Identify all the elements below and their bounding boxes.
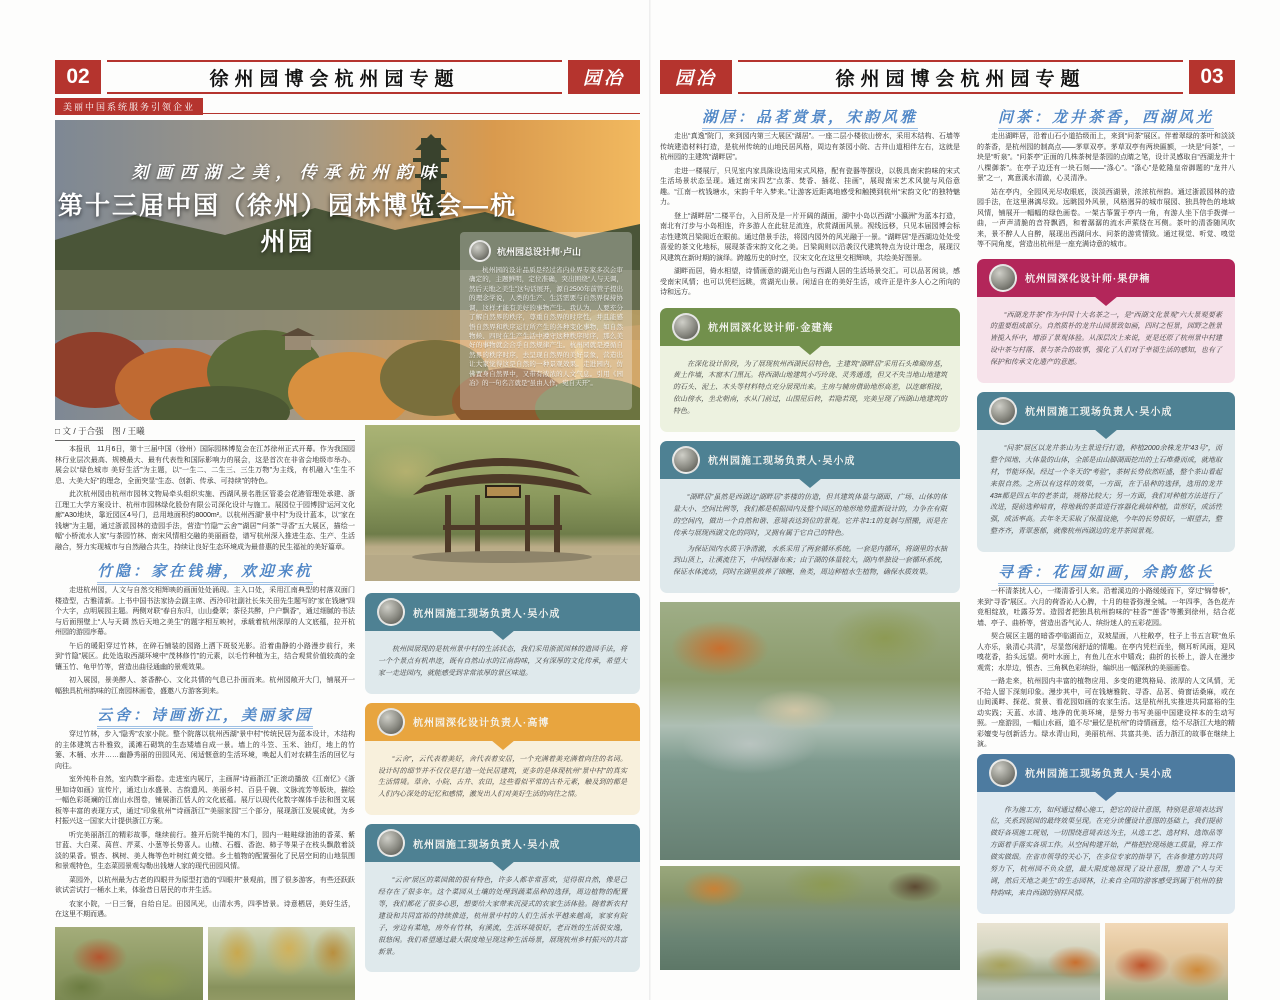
hero-title: 第十三届中国（徐州）园林博览会—杭州园	[57, 192, 517, 256]
quote-text: “云舍”展区的菜园做的很有特色，许多人都非常喜欢，觉得很自然，像是已经存在了很多年。这个菜园从土壤的处理到蔬菜品种的选择，周边植物的配置等，我们都花了很多心思，想要给大家带来沉浸式的农家生活体验。随着新农村建设和共同富裕的持续推进，杭州景中村的人们生活水平越来越高，家家有院子，旁边有菜地，房外有竹林，有溪流，生活环境很好，老百姓的生活很安逸，很悠闲。我们希望通过最大限度地呈现这种生活场景，展现杭州乡村振兴的共富新景。	[378, 877, 627, 956]
pointer-notch	[798, 345, 822, 355]
quote-header	[977, 754, 1235, 792]
quote-speaker: 杭州园深化设计师·金建海	[708, 323, 834, 334]
quote-text: “西湖龙井茶”作为中国十大名茶之一，是“西湖文化景观”六大景观要素的重要组成部分。自然质朴的龙井山园景致如画，四时之恒景，园野之胜景皆揽入怀中，增添了景观体验。从深层次上来说，更是还原了杭州景中村建设中茶与村落、景与茶合的故事，强化了人们对于幸福生活的感知，也有了保护和传承文化遗产的意愿。	[990, 311, 1222, 367]
paragraph: 听完美丽浙江的精彩故事，继续前行。推开后院半掩的木门，园内一畦畦绿油油的香菜、紫甘蓝、大白菜、莴苣、芹菜、小葱等长势喜人。山楂、石榴、香泡、柿子等果子在枝头飘散着淡淡的果香。银杏、枫树、美人梅等色叶树红黄交错。乡土植物的配置强化了民居空间的山地氛围和景观特色，生态菜园景观勾勒出钱塘人家的现代田园风情。	[55, 831, 355, 870]
quote-box	[365, 593, 640, 694]
section-heading-wencha: 问茶：龙井茶香，西湖风光	[977, 106, 1235, 127]
photo-garden-visitors	[208, 927, 356, 1000]
avatar	[377, 708, 405, 736]
quote-box	[365, 824, 640, 972]
avatar	[989, 759, 1017, 787]
tagline: 美丽中国系统服务引领企业	[55, 98, 203, 115]
quote-text: 杭州园展现的是杭州景中村的生活状态，我们采用浙派园林的造园手法，将一个个景点有机串连，既有自然山水的江南韵味，又有深厚的文化传承，希望大家一走进园内，就能感受到非常浓厚的景区味道。	[378, 646, 627, 677]
page-number: 02	[55, 60, 101, 94]
quote-speaker: 杭州园总设计师·卢山	[497, 246, 581, 257]
avatar	[377, 829, 405, 857]
paragraph: 初入展园，景美醉人、茶香醉心、文化共情的气息已扑面而来。杭州园敞开大门，铺展开一幅独具杭州韵味的江南园林画卷，盛邀八方游客到来。	[55, 677, 355, 695]
page-fold-divider	[649, 0, 651, 1000]
paragraph: 契合展区主题的暗香亭临湖而立，双坡屋面，八柱敞亭，柱子上书五言联“鱼乐人亦乐，泉清心共清”，尽显悠闲舒适的情趣。在亭内凭栏而坐，侧耳听风雨，迎风嗅花香，抬头远望。荷叶水面上，有鱼儿在水中嬉戏；曲折的长桥上，游人在漫步观赏；水岸边，银杏、三角枫色彩缤纷，编织出一幅深秋的美丽画卷。	[977, 633, 1235, 672]
avatar	[989, 397, 1017, 425]
quote-speaker: 杭州园深化设计负责人·高博	[413, 718, 550, 730]
left-quote-column	[365, 425, 640, 1000]
quote-header	[977, 259, 1235, 297]
avatar	[377, 598, 405, 626]
photo-autumn-lake-2	[1105, 923, 1228, 1000]
avatar	[469, 240, 491, 262]
quote-speaker: 杭州园施工现场负责人·吴小成	[413, 839, 561, 851]
section-heading-yunshe: 云舍：诗画浙江，美丽家园	[55, 704, 355, 725]
paragraph: 走出湖畔居，沿着山石小道拾级而上，来到“问茶”展区。伴着翠绿的茶叶和淡淡的茶香，是杭州园的制高点——茅草双亭。茅草双亭有两块匾额，一块是“问茶”，一块是“听泉”。“问茶亭”正面的几株茶树是茶园的点睛之笔，设计灵感取自“西湖龙井十八棵御茶”。在亭子边还有一块石刻——“涤心”。“涤心”是乾隆皇帝御题的“龙井八景”之一，寓意溪水清澈，心灵清净。	[977, 133, 1235, 182]
masthead-right	[660, 60, 1235, 94]
section-heading-zhuyin: 竹隐：家在钱塘，欢迎来杭	[55, 560, 355, 581]
quote-text: 作为施工方，如何通过精心施工，把它的设计意图，特别是意境表达到位，关系到展园的最终效果呈现。在充分读懂设计意图的基础上，我们提前做好各项施工规划，一切围绕意境表达为主，从选工艺、选材料、选饰品等方面着手落实各项工作。从空间构建开始，严格把控现场施工质量，将工作做实做细。在省市领导的关心下，在多位专家的指导下，在各参建方的共同努力下，杭州园不负众望，最大限度地展现了设计意图，塑造了“人与天调，然后天地之美生”的生态园林，让来自全国的游客感受到属于杭州的独特韵味，来自西湖的别样风情。	[990, 806, 1222, 897]
page-number: 03	[1189, 60, 1235, 94]
page-02	[55, 60, 640, 1000]
quote-text: “云舍”，云代表着美好，舍代表着安居，一个充满着美充满着向往的名词。设计时的细节并不仅仅是打造一处民居建筑，更多的是体现杭州“景中村”的真实生活情境。草舍、小院、古井、农田，这些看似平常的古朴元素，触及到的都是人们内心深处的记忆和感情，激发出人们对美好生活的向往之情。	[378, 755, 627, 799]
quote-box	[977, 259, 1235, 383]
paragraph: 一杯清茶扰人心，一缕清香引人来。沿着溪边的小路缓缓而下，穿过“锦带桥”，来到“寻香”展区。六月的荷香沁人心脾，十月的桂香弥漫全城。一年四季，各色花卉竞相绽放，吐露芬芳。造园者把独具杭州韵味的“桂香”“莲香”等搬到徐州，结合花墙、亭子、曲桥等，营造出香气沁人、缤纷迷人的五彩花园。	[977, 588, 1235, 627]
section-heading-huju: 湖居：品茗赏景，宋韵风雅	[660, 106, 960, 127]
paragraph: 湖畔而居，倚水相望，诗情画意的湖光山色与西湖人居的生活场景交汇。可以品茗闲谈，感受南宋风情；也可以凭栏远眺，赏湖光山景。闲适自在的美好生活，或许正是许多人心之所向的诗和远方。	[660, 268, 960, 296]
masthead-title: 徐州园博会杭州园专题	[107, 60, 562, 94]
quote-text: 杭州园的设计品质是经过省内业界专家多次会审确定的，主题鲜明，定位准确，突出围绕“人与天调，然后天地之美生”这句话展开，源自2500年前管子提出的理念学说，人类的生产、生活需要与自然界保持协调，这样才能有美好的事物产生。我认为，人要充分了解自然界的秩序，尊重自然界的时序性，并且能感悟自然界和秩序运行所产生的各种变化事物，如自然物候、四时在生产生活中遵守这种秩序时序，那么美好的事物就会合乎自然规律产生。杭州园就是遵循自然界的秩序时序，去呈现自然界的美好景象，营造出让大家觉得这是自然的一种景观效果。走进园内，仿佛置身自然界中，又带有浓浓的人文气息。引用《园冶》的一句名言就是“虽由人作，宛自天开”。	[469, 267, 623, 388]
quote-text: “问茶”展区以龙井茶山为主景进行打造，种植2000余株龙井“43号”，而整个园地、大体量的山体，全部是由山脚湖面挖出的土石堆叠而成，就地取材，节能环保。经过一个冬天的“考验”，茶树长势依然旺盛，整个茶山看起来很自然。之所以有这样的效果，一方面，在于品种的选择，选用的龙井43#都是四五年的老茶苗，规格比较大；另一方面，我们对种植方法进行了改进，提前选种培育，将地栽的茶苗进行容器化栽培种植，苗形好，成活性强，成活率高。去年冬天采取了保温设施，今年的长势很好，一眼望去，整整齐齐，青翠葱郁，就像杭州西湖边的龙井茶园景观。	[990, 444, 1222, 536]
quote-text: “湖畔居”虽然是西湖边“湖畔居”茶楼的仿造，但其建筑体量与湖面、广场、山体的体量大小、空间比例等，我们都是根据园内及整个园区的地形地势重新设计的，力争在有限的空间内，做出一个自然和谐、意境表达到位的景观。它并非1:1的复制与照搬，而是在传承与展现西湖文化的同时，又拥有属于它自己的特色。	[673, 493, 947, 537]
pointer-notch	[798, 478, 822, 488]
paragraph: 走进一楼展厅，只见室内家具陈设选用宋式风格，配有瓷器等摆设，以极具南宋韵味的宋式生活场景状态呈现。通过南宋四艺“点茶、焚香、插花、挂画”，展现南宋艺术风貌与风俗意趣。“江南一枕钱塘水，宋韵千年入梦来。”让游客近距离地感受和触摸到杭州“宋韵文化”的独特魅力。	[660, 167, 960, 206]
masthead-title: 徐州园博会杭州园专题	[738, 60, 1183, 94]
pointer-notch	[1094, 429, 1118, 439]
quote-box	[365, 703, 640, 816]
quote-box	[977, 754, 1235, 914]
quote-text: 在深化设计阶段，为了展现杭州西湖民居特色，主建筑“湖畔居”采用石头堆砌房基，黄土作墙，木窗木门黑瓦。将西湖山地建筑小巧玲珑、灵秀通透，但又不失当地山地建筑的石头、泥土、木头等材料特点充分展现出来。主房与辅房借助地形高差，以连廊相接，依山傍水，坐北朝南，水从门前过，山围屋后转，若隐若现，完美呈现了西湖山地建筑的特色。	[673, 360, 947, 416]
paragraph: 一路走来，杭州园内丰富的植物应用、多变的建筑格局、浓厚的人文风情，无不给人留下深刻印象。漫步其中，可在钱塘雅院、寻香、品茗、倚窗话桑麻，或在山间溪畔、探花、赏景、看花园如画的农家生活。这是杭州扎实推进共同富裕的生动实践；天蓝、水清、地净的优美环境，是努力书写美丽中国建设样本的生动写照。一座游园，一幅山水画，道不尽“最忆是杭州”的诗情画意，绘不尽浙江大地的精彩嬗变与创新活力。绿水青山间，美丽杭州、共富共美、活力浙江的故事在继续上演。	[977, 678, 1235, 749]
brand-logo: 园冶	[660, 60, 732, 94]
intro-paragraph: 此次杭州园由杭州市园林文物局牵头组织实施、西湖风景名胜区管委会花港管理处承建、浙江理工大学方案设计、杭州市园林绿化股份有限公司深化设计与施工。展园位于园博园“运河文化廊”A30地块，靠近园区4号门，总用地面积约8000m²。以杭州西湖“景中村”为设计蓝本，以“家在钱塘”为主题，通过浙派园林的造园手法，营造“竹隐”“云舍”“湖居”“问茶”“寻香”五大展区，描绘一幅“小桥流水人家”与茶园竹林、南宋风情相交融的美丽画卷，谱写杭州深入推进生态、生产、生活融合，努力实现城市与自然融合共生，持续让良好生态环境成为最普惠的民生福祉的美好篇章。	[55, 491, 355, 551]
paragraph: 菜园外，以杭州最为古老的四眼井为原型打造的“四眼井”景观前，围了很多游客，有些还跃跃欲试尝试打一桶水上来，体验昔日居民的市井生活。	[55, 876, 355, 894]
avatar	[989, 264, 1017, 292]
intro-paragraph: 本报讯 11月6日，第十三届中国（徐州）国际园林博览会在江苏徐州正式开幕。作为我国园林行业层次最高、规模最大、最有代表性和国际影响力的展会，这是首次在非省会地级市举办。展会以“绿色城市 美好生活”为主题，以“一生二、二生三、三生万物”为主线，有机融入“生生不息、大美大好”的理念，全面突显“生态、创新、传承、可持续”的特色。	[55, 446, 355, 485]
section-heading-xunxiang: 寻香：花园如画，余韵悠长	[977, 561, 1235, 582]
quote-speaker: 杭州园施工现场负责人·吴小成	[413, 608, 561, 620]
quote-text: 为保证园内水质干净清澈，水系采用了两套循环系统。一套是内循环，将湖里的水抽到山顶上，让溪流往下，中间经瀑布来；由于湖的体量较大，湖内单独设一套循环系统，保证水体流动，同时在湖里放养了锦鲤、鱼类，周边种植水生植物，确保水质效果。	[673, 545, 947, 577]
hero-kicker: 刻画西湖之美，传承杭州韵味	[131, 163, 444, 183]
paragraph: 走进杭州园，人文与自然交相辉映的画面处处涌现。主入口处，采用江南典型的村落双面门楼造型，古雅清新。上书中国书法家协会副主席、西泠印社副社长朱关田先生题写的“家在钱塘”四个大字，点明展园主题。两侧对联“春自东归，山山叠翠；茶径共醉，户户飘香”，通过细腻的书法与后面照壁上“人与天调 然后天地之美生”的题字相互映衬，承载着杭州深厚的人文底蕴，拉开杭州园的游园序幕。	[55, 587, 355, 636]
photo-autumn-lake-1	[977, 923, 1100, 1000]
paragraph: 室外纯朴自然，室内数字画卷。走进室内展厅，主画屏“诗画浙江”正滚动播放《江南忆》《浙里如诗如画》宣传片，通过山水盛景、古韵遗风、美丽乡村、百县千碗、文脉流芳等版块，描绘一幅色彩斑斓的江南山水图卷，铺展浙江恬人的文化底蕴。展厅以现代化数字媒体手法和图文展板等丰富的表现方式，通过“印象杭州”“诗画浙江”“美丽家园”三个部分，展现浙江发展成就，为乡村振兴这一国家大计提供浙江方案。	[55, 776, 355, 825]
photo-autumn-garden-pond	[660, 602, 960, 860]
page-03	[660, 60, 1235, 1000]
hero-quote-card	[460, 232, 632, 410]
quote-speaker: 杭州园施工现场负责人·吴小成	[1025, 769, 1173, 781]
quote-header	[660, 441, 960, 479]
right-column-2	[977, 106, 1235, 1000]
pointer-notch	[491, 861, 515, 871]
pointer-notch	[491, 740, 515, 750]
quote-box	[660, 441, 960, 593]
quote-speaker: 杭州园深化设计师·果伊楠	[1025, 274, 1151, 285]
brand-logo: 园冶	[568, 60, 640, 94]
hero-photo	[55, 120, 640, 420]
paragraph: 穿过竹林，步入“隐秀”农家小院。整个院落以杭州西湖“景中村”传统民居为蓝本设计，木结构的主体建筑古朴雅致，溪滩石砌筑的生态矮墙自成一景。墙上的斗笠、玉米、油灯，地上的竹篓、木桶、水井……幽静秀丽的田园风光、闲适惬意的生活环境，唤起人们对农耕生活的回忆与向往。	[55, 731, 355, 770]
masthead-left	[55, 60, 640, 94]
photo-pavilion-gate	[365, 425, 640, 581]
paragraph: 登上“湖畔居”二楼平台，入目所及是一片开阔的湖面，湖中小岛以西湖“小瀛洲”为蓝本打造，南北有汀步与小岛相连，许多游人在此驻足流连，欣赏湖面风景。视线远移，只见本届园博会标志性建筑吕梁阁近在眼前。通过借景手法，将园内园外的风光融于一景。“湖畔居”是西湖边处处受喜爱的茶文化地标，展现茶香宋韵文化之美。吕梁阁则以沿袭汉代建筑特点为设计理念，展现汉风建筑在新时期的演绎。跨越历史的时空，汉宋文化在这里交相辉映，共绘美好图景。	[660, 212, 960, 262]
quote-header	[977, 392, 1235, 430]
right-column-1	[660, 106, 960, 1000]
tagline-rule	[55, 98, 640, 114]
photo-lakeside-pavilion	[660, 866, 960, 970]
quote-box	[660, 308, 960, 432]
paragraph: 午后的暖阳穿过竹林，在碎石铺装的园路上洒下斑驳光影。沿着曲静的小路漫步前行，来到“竹隐”展区。此处选取西湖环境中“茂林修竹”的元素，以毛竹种植为主，结合观赏价值较高的金镶玉竹、龟甲竹等，营造出曲径通幽的景观效果。	[55, 642, 355, 671]
pointer-notch	[1094, 791, 1118, 801]
byline: □ 文 / 于合强 图 / 王曦	[55, 425, 355, 441]
quote-speaker: 杭州园施工现场负责人·吴小成	[708, 456, 856, 468]
pointer-notch	[1094, 296, 1118, 306]
quote-box	[977, 392, 1235, 552]
quote-header	[660, 308, 960, 346]
quote-speaker: 杭州园施工现场负责人·吴小成	[1025, 407, 1173, 419]
paragraph: 站在亭内，全园风光尽收眼底，淡淡西湖景，浓浓杭州韵。通过浙派园林的造园手法，在这里淋漓尽致。远眺园外风景，风格迥异的城市展园、独具特色的地域风情，铺展开一幅幅的绿色画卷。一架古筝置于亭内一角，有游人坐下信手拨弹一曲，一声声清脆的音符飘洒，和着潺潺的流水声萦绕在耳侧。茶叶的清香随风吹来，景不醉人人自醉，展现出西湖问水、问茶的游赏情致。通过视觉、听觉、嗅觉等不同角度，营造出杭州是一座充满诗意的城市。	[977, 188, 1235, 248]
paragraph: 走出“真逸”院门，来到园内第三大展区“湖居”。一座二层小楼依山傍水，采用木结构、石墙等传统建造材料打造，是杭州传统的山地民居风格，周边有茶园小院、古井山道相伴左右，这就是杭州园的主建筑“湖畔居”。	[660, 133, 960, 161]
avatar	[672, 313, 700, 341]
paragraph: 农家小院，一日三餐，自给自足。田园风光，山清水秀，四季皆景。诗意栖居，美好生活，在这里不期而遇。	[55, 900, 355, 918]
quote-header	[365, 593, 640, 631]
pointer-notch	[491, 630, 515, 640]
avatar	[672, 446, 700, 474]
photo-farm-courtyard	[55, 927, 203, 1000]
quote-header	[365, 703, 640, 741]
quote-header	[365, 824, 640, 862]
left-text-column	[55, 425, 355, 1000]
